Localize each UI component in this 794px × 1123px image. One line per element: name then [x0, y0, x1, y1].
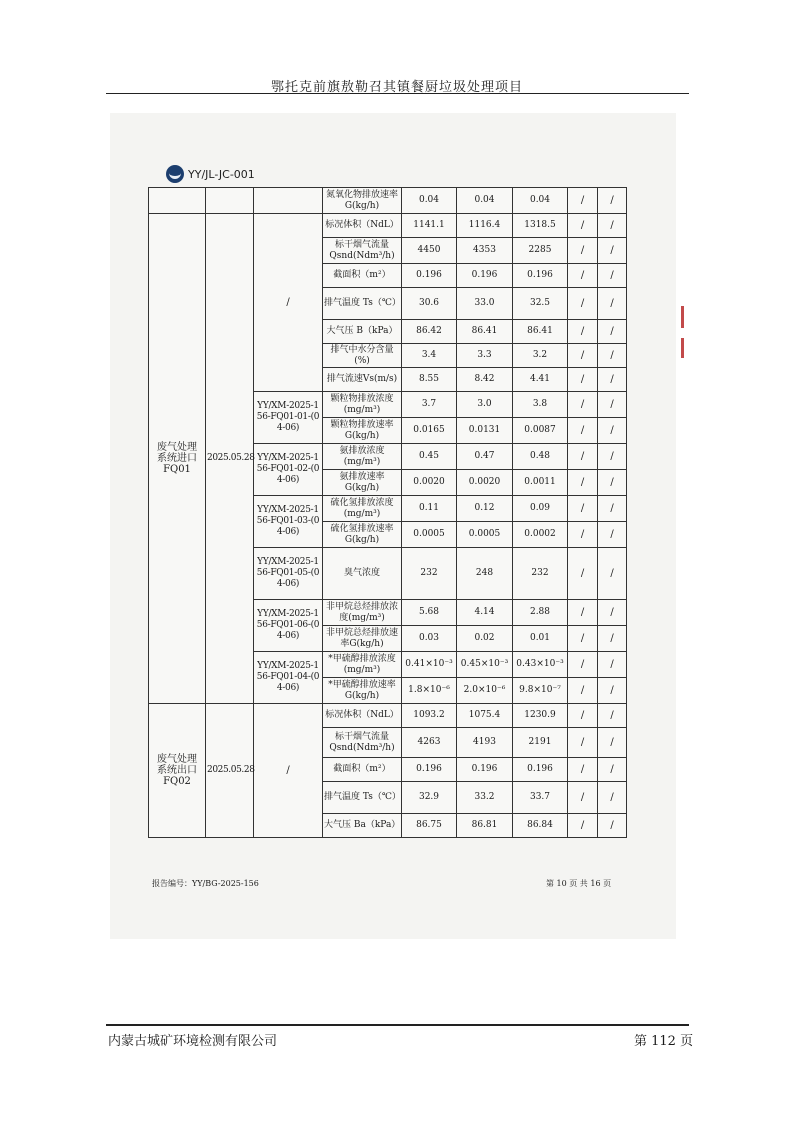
result-3-cell: 0.0011: [513, 470, 568, 496]
standard-limit-cell: /: [568, 758, 598, 782]
param-cell: 颗粒物排放速率G(kg/h): [323, 418, 402, 444]
result-1-cell: 4450: [402, 238, 457, 264]
standard-limit-cell: /: [568, 264, 598, 288]
compliance-cell: /: [598, 814, 627, 838]
result-2-cell: 33.2: [457, 782, 513, 814]
result-2-cell: 0.02: [457, 626, 513, 652]
result-1-cell: 0.196: [402, 758, 457, 782]
result-2-cell: 8.42: [457, 368, 513, 392]
compliance-cell: /: [598, 320, 627, 344]
compliance-cell: /: [598, 470, 627, 496]
result-1-cell: 0.03: [402, 626, 457, 652]
param-cell: 标况体积（NdL）: [323, 214, 402, 238]
standard-limit-cell: /: [568, 392, 598, 418]
table-row: [149, 704, 627, 728]
standard-limit-cell: /: [568, 652, 598, 678]
result-1-cell: 0.11: [402, 496, 457, 522]
sample-id-cell: YY/XM-2025-156-FQ01-05-(04-06): [254, 548, 323, 600]
standard-limit-cell: /: [568, 418, 598, 444]
sample-id-cell: YY/XM-2025-156-FQ01-02-(04-06): [254, 444, 323, 496]
standard-limit-cell: /: [568, 368, 598, 392]
result-1-cell: 8.55: [402, 368, 457, 392]
param-cell: 排气温度 Ts（℃）: [323, 288, 402, 320]
footer-rule: [106, 1024, 689, 1026]
result-1-cell: 232: [402, 548, 457, 600]
param-cell: 截面积（m²）: [323, 264, 402, 288]
result-2-cell: 2.0×10⁻⁶: [457, 678, 513, 704]
param-cell: 排气中水分含量(%): [323, 344, 402, 368]
result-2-cell: 86.41: [457, 320, 513, 344]
result-1-cell: 0.0165: [402, 418, 457, 444]
param-cell: *甲硫醇排放速率G(kg/h): [323, 678, 402, 704]
compliance-cell: /: [598, 344, 627, 368]
scan-page-number: 第 10 页 共 16 页: [546, 879, 612, 888]
standard-limit-cell: /: [568, 444, 598, 470]
param-cell: 非甲烷总烃排放速率G(kg/h): [323, 626, 402, 652]
fq01-location-cell: 废气处理系统进口FQ01: [149, 214, 206, 704]
standard-limit-cell: /: [568, 704, 598, 728]
page-edge-mark: [681, 306, 684, 328]
param-cell: 硫化氢排放速率G(kg/h): [323, 522, 402, 548]
param-cell: 氨排放浓度(mg/m³): [323, 444, 402, 470]
param-cell: *甲硫醇排放浓度(mg/m³): [323, 652, 402, 678]
standard-limit-cell: /: [568, 522, 598, 548]
compliance-cell: /: [598, 418, 627, 444]
standard-limit-cell: /: [568, 288, 598, 320]
sample-id-cell: YY/XM-2025-156-FQ01-06-(04-06): [254, 600, 323, 652]
result-2-cell: 4353: [457, 238, 513, 264]
result-2-cell: 3.3: [457, 344, 513, 368]
compliance-cell: /: [598, 264, 627, 288]
page-header-title: 鄂托克前旗敖勒召其镇餐厨垃圾处理项目: [270, 80, 523, 95]
fq01-date-cell: 2025.05.28: [206, 214, 254, 704]
param-cell: 大气压 Ba（kPa）: [323, 814, 402, 838]
empty-cell: [149, 188, 206, 214]
doc-code: [166, 162, 255, 186]
param-cell: 颗粒物排放浓度(mg/m³): [323, 392, 402, 418]
result-1-cell: 32.9: [402, 782, 457, 814]
result-1-cell: 3.4: [402, 344, 457, 368]
result-3-cell: 4.41: [513, 368, 568, 392]
result-3-cell: 0.196: [513, 758, 568, 782]
result-1-cell: 1.8×10⁻⁶: [402, 678, 457, 704]
result-3-cell: 0.43×10⁻³: [513, 652, 568, 678]
result-2-cell: 248: [457, 548, 513, 600]
result-2-cell: 0.0020: [457, 470, 513, 496]
compliance-cell: /: [598, 758, 627, 782]
standard-limit-cell: /: [568, 728, 598, 758]
result-2-cell: 0.45×10⁻³: [457, 652, 513, 678]
result-1-cell: 1141.1: [402, 214, 457, 238]
result-1-cell: 1093.2: [402, 704, 457, 728]
standard-limit-cell: /: [568, 600, 598, 626]
compliance-cell: /: [598, 728, 627, 758]
standard-limit-cell: /: [568, 320, 598, 344]
result-3-cell: 0.0087: [513, 418, 568, 444]
result-3-cell: 9.8×10⁻⁷: [513, 678, 568, 704]
table-row: [149, 188, 627, 214]
result-2-cell: 3.0: [457, 392, 513, 418]
param-cell: 氮氧化物排放速率G(kg/h): [323, 188, 402, 214]
fq01-no-sample-cell: /: [254, 214, 323, 392]
compliance-cell: /: [598, 392, 627, 418]
result-1-cell: 0.196: [402, 264, 457, 288]
result-1-cell: 0.04: [402, 188, 457, 214]
compliance-cell: /: [598, 626, 627, 652]
param-cell: 排气流速Vs(m/s): [323, 368, 402, 392]
emission-data-table: [148, 187, 627, 838]
result-2-cell: 0.0005: [457, 522, 513, 548]
result-1-cell: 3.7: [402, 392, 457, 418]
standard-limit-cell: /: [568, 678, 598, 704]
result-2-cell: 4193: [457, 728, 513, 758]
standard-limit-cell: /: [568, 344, 598, 368]
param-cell: 非甲烷总烃排放浓度(mg/m³): [323, 600, 402, 626]
compliance-cell: /: [598, 522, 627, 548]
result-3-cell: 0.01: [513, 626, 568, 652]
standard-limit-cell: /: [568, 548, 598, 600]
header-rule: [106, 93, 689, 94]
result-3-cell: 0.09: [513, 496, 568, 522]
result-1-cell: 86.42: [402, 320, 457, 344]
result-2-cell: 33.0: [457, 288, 513, 320]
result-2-cell: 1075.4: [457, 704, 513, 728]
standard-limit-cell: /: [568, 814, 598, 838]
param-cell: 标干烟气流量Qsnd(Ndm³/h): [323, 728, 402, 758]
compliance-cell: /: [598, 368, 627, 392]
result-1-cell: 86.75: [402, 814, 457, 838]
result-2-cell: 1116.4: [457, 214, 513, 238]
standard-limit-cell: /: [568, 470, 598, 496]
result-1-cell: 0.0020: [402, 470, 457, 496]
result-3-cell: 1230.9: [513, 704, 568, 728]
result-2-cell: 0.196: [457, 758, 513, 782]
compliance-cell: /: [598, 678, 627, 704]
footer-page-number: 第 112 页: [634, 1034, 694, 1049]
result-3-cell: 86.84: [513, 814, 568, 838]
result-3-cell: 3.2: [513, 344, 568, 368]
result-1-cell: 4263: [402, 728, 457, 758]
compliance-cell: /: [598, 288, 627, 320]
fq02-location-cell: 废气处理系统出口FQ02: [149, 704, 206, 838]
fq02-date-cell: 2025.05.28: [206, 704, 254, 838]
standard-limit-cell: /: [568, 214, 598, 238]
compliance-cell: /: [598, 444, 627, 470]
result-3-cell: 32.5: [513, 288, 568, 320]
param-cell: 氨排放速率G(kg/h): [323, 470, 402, 496]
result-3-cell: 0.48: [513, 444, 568, 470]
result-1-cell: 0.41×10⁻³: [402, 652, 457, 678]
compliance-cell: /: [598, 704, 627, 728]
result-3-cell: 0.196: [513, 264, 568, 288]
result-2-cell: 0.196: [457, 264, 513, 288]
compliance-cell: /: [598, 600, 627, 626]
result-2-cell: 0.47: [457, 444, 513, 470]
result-3-cell: 86.41: [513, 320, 568, 344]
result-3-cell: 3.8: [513, 392, 568, 418]
result-2-cell: 0.12: [457, 496, 513, 522]
result-1-cell: 0.45: [402, 444, 457, 470]
param-cell: 硫化氢排放浓度(mg/m³): [323, 496, 402, 522]
param-cell: 截面积（m²）: [323, 758, 402, 782]
result-3-cell: 2285: [513, 238, 568, 264]
result-2-cell: 4.14: [457, 600, 513, 626]
result-3-cell: 232: [513, 548, 568, 600]
result-2-cell: 0.0131: [457, 418, 513, 444]
result-1-cell: 5.68: [402, 600, 457, 626]
param-cell: 标况体积（NdL）: [323, 704, 402, 728]
result-1-cell: 0.0005: [402, 522, 457, 548]
compliance-cell: /: [598, 188, 627, 214]
sample-id-cell: YY/XM-2025-156-FQ01-03-(04-06): [254, 496, 323, 548]
result-2-cell: 86.81: [457, 814, 513, 838]
compliance-cell: /: [598, 548, 627, 600]
table-row: [149, 214, 627, 238]
page-edge-mark: [681, 338, 684, 358]
standard-limit-cell: /: [568, 238, 598, 264]
standard-limit-cell: /: [568, 188, 598, 214]
fq02-no-sample-cell: /: [254, 704, 323, 838]
compliance-cell: /: [598, 782, 627, 814]
param-cell: 大气压 B（kPa）: [323, 320, 402, 344]
doc-code-text: YY/JL-JC-001: [188, 167, 255, 181]
standard-limit-cell: /: [568, 782, 598, 814]
result-3-cell: 33.7: [513, 782, 568, 814]
compliance-cell: /: [598, 652, 627, 678]
param-cell: 标干烟气流量Qsnd(Ndm³/h): [323, 238, 402, 264]
result-3-cell: 0.0002: [513, 522, 568, 548]
sample-id-cell: YY/XM-2025-156-FQ01-04-(04-06): [254, 652, 323, 704]
compliance-cell: /: [598, 238, 627, 264]
compliance-cell: /: [598, 496, 627, 522]
empty-cell: [254, 188, 323, 214]
param-cell: 臭气浓度: [323, 548, 402, 600]
standard-limit-cell: /: [568, 626, 598, 652]
compliance-cell: /: [598, 214, 627, 238]
result-3-cell: 0.04: [513, 188, 568, 214]
report-number: 报告编号：YY/BG-2025-156: [152, 879, 259, 888]
empty-cell: [206, 188, 254, 214]
result-3-cell: 2191: [513, 728, 568, 758]
result-2-cell: 0.04: [457, 188, 513, 214]
standard-limit-cell: /: [568, 496, 598, 522]
company-logo-icon: [166, 165, 184, 183]
param-cell: 排气温度 Ts（℃）: [323, 782, 402, 814]
result-1-cell: 30.6: [402, 288, 457, 320]
result-3-cell: 1318.5: [513, 214, 568, 238]
footer-company: 内蒙古城矿环境检测有限公司: [108, 1034, 278, 1049]
sample-id-cell: YY/XM-2025-156-FQ01-01-(04-06): [254, 392, 323, 444]
result-3-cell: 2.88: [513, 600, 568, 626]
